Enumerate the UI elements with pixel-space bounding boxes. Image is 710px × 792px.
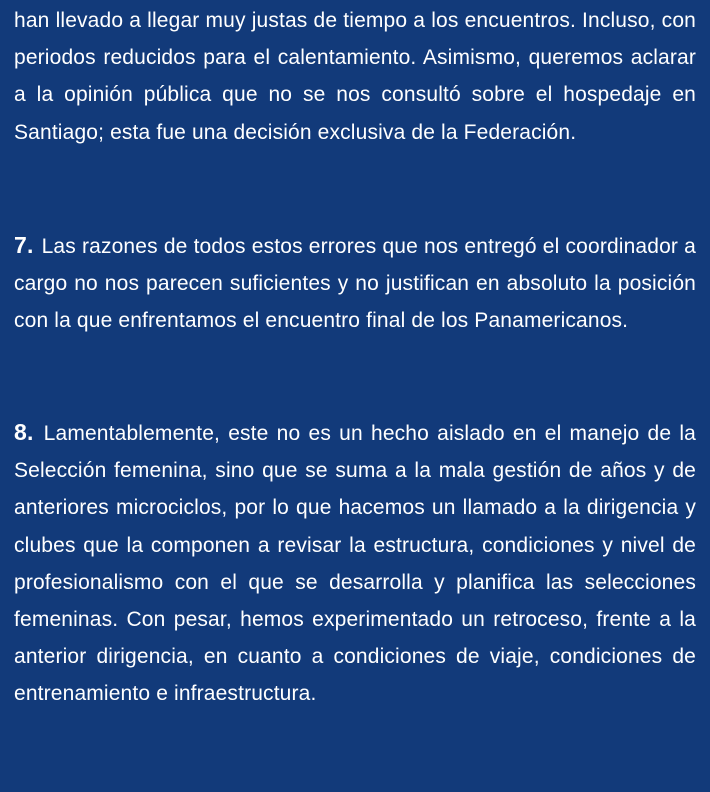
paragraph-number: 7. — [14, 232, 34, 258]
paragraph-text: han llevado a llegar muy justas de tiempo a los encuentros. Incluso, con periodos reducidos para el calentamiento. Asimismo, queremos aclarar a la opinión pública que no se nos consultó sobre el hospedaje en Santiago; esta fue una decisión exclusiva de la Federación. — [14, 9, 696, 144]
paragraph-number: 8. — [14, 419, 34, 445]
paragraph-text: Las razones de todos estos errores que nos entregó el coordinador a cargo no nos parecen suficientes y no justifican en absoluto la posición con la que enfrentamos el encuentro final de los Panamericanos. — [14, 235, 696, 333]
paragraph-8 — [14, 414, 696, 713]
paragraph-continuation — [14, 2, 696, 151]
paragraph-text: Lamentablemente, este no es un hecho aislado en el manejo de la Selección femenina, sino que se suma a la mala gestión de años y de anteriores microciclos, por lo que hacemos un llamado a la dirigencia y clubes que la componen a revisar la estructura, condiciones y nivel de profesionalismo con el que se desarrolla y planifica las selecciones femeninas. Con pesar, hemos experimentado un retroceso, frente a la anterior dirigencia, en cuanto a condiciones de viaje, condiciones de entrenamiento e infraestructura. — [14, 422, 696, 706]
paragraph-7 — [14, 227, 696, 340]
